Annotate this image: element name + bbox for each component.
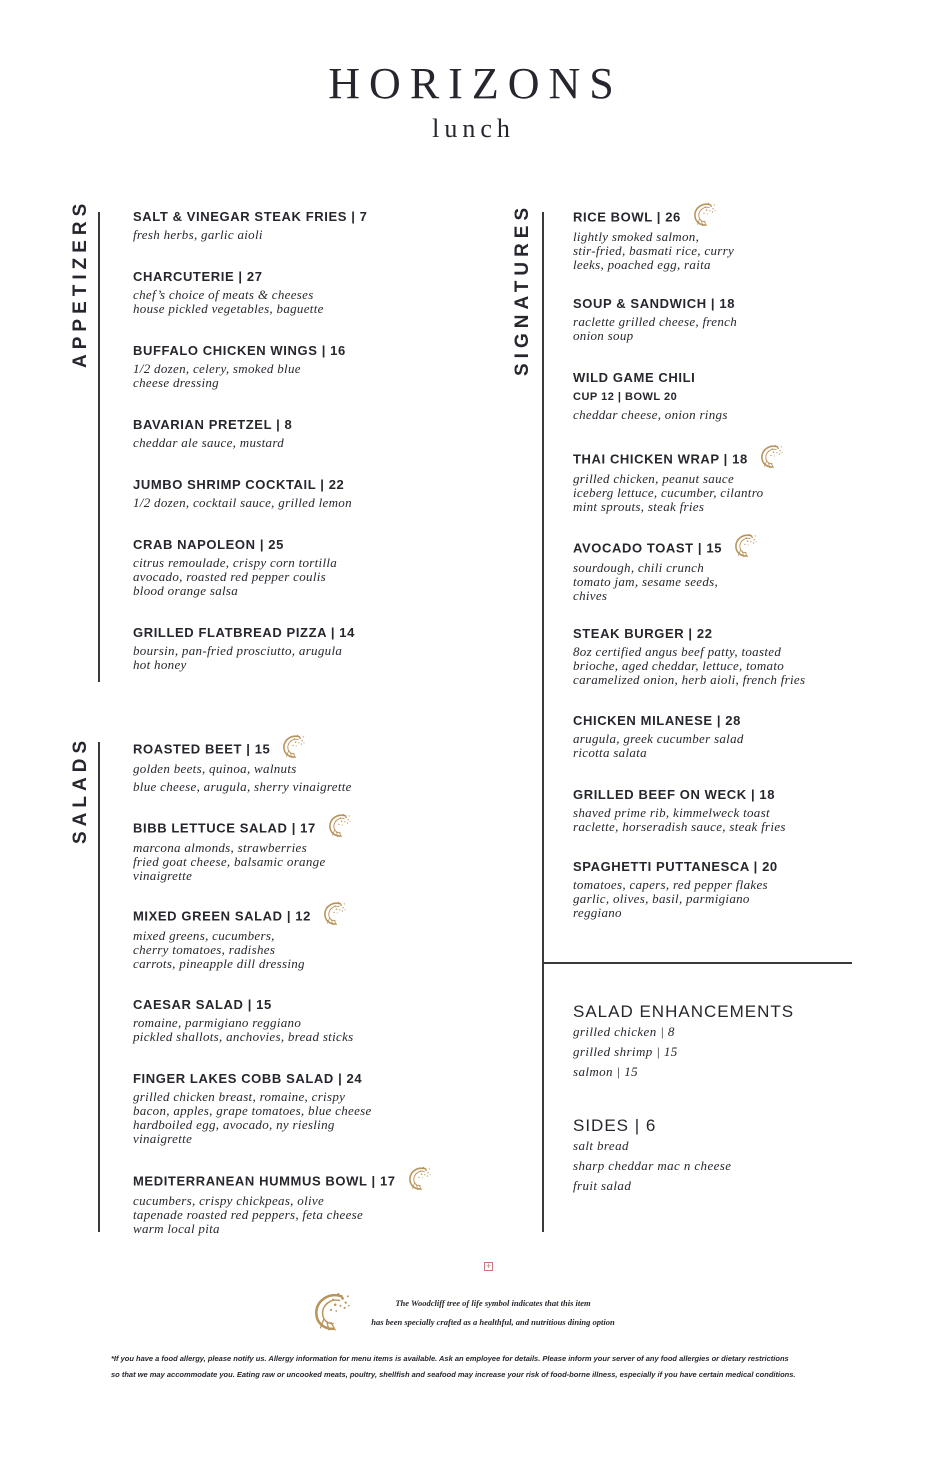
menu-item [133,343,433,390]
disclaimer-line: so that we may accommodate you. Eating raw or uncooked meats, poultry, shellfish and seafood may increase your risk of food-borne illness, especially if you have certain medical conditions. [111,1370,796,1379]
item-description: cheddar cheese, onion rings [573,407,728,422]
tree-of-life-icon [406,1165,432,1191]
item-description: romaine, parmigiano reggiano pickled shallots, anchovies, bread sticks [133,1015,354,1044]
item-name: CRAB NAPOLEON | 25 [133,537,284,552]
item-name: WILD GAME CHILI [573,370,696,385]
item-name: THAI CHICKEN WRAP | 18 [573,451,873,469]
allergy-disclaimer [111,1351,841,1383]
appetizers-divider [98,212,100,682]
menu-item [133,908,433,971]
sides [573,1116,873,1196]
item-description: boursin, pan-fried prosciutto, arugula hot honey [133,643,343,672]
item-name: BAVARIAN PRETZEL | 8 [133,417,293,432]
menu-item [133,209,433,242]
menu-item [133,625,433,672]
item-description: lightly smoked salmon, stir-fried, basmati rice, curry leeks, poached egg, raita [573,229,735,272]
item-name: GRILLED BEEF ON WECK | 18 [573,787,776,802]
item-description: raclette grilled cheese, french onion soup [573,314,738,343]
item-name: MEDITERRANEAN HUMMUS BOWL | 17 [133,1173,433,1191]
sides-title: SIDES | 6 [573,1116,657,1135]
item-name: CHICKEN MILANESE | 28 [573,713,741,728]
item-name: BIBB LETTUCE SALAD | 17 [133,820,433,838]
item-description: grilled chicken breast, romaine, crispy bacon, apples, grape tomatoes, blue cheese hardboiled egg, avocado, ny riesling vinaigrette [133,1089,372,1146]
item-name: FINGER LAKES COBB SALAD | 24 [133,1071,363,1086]
item-description: 1/2 dozen, cocktail sauce, grilled lemon [133,495,352,510]
item-description: golden beets, quinoa, walnuts blue cheese, arugula, sherry vinaigrette [133,761,352,794]
menu-item [133,477,433,510]
item-name: JUMBO SHRIMP COCKTAIL | 22 [133,477,345,492]
item-description: chef’s choice of meats & cheeses house pickled vegetables, baguette [133,287,324,316]
tree-of-life-icon [758,443,784,469]
section-label-salads: SALADS [70,735,91,844]
salad-enhancements [573,1002,873,1082]
extras-divider [542,962,852,964]
list-item: grilled chicken | 8 [573,1024,675,1039]
legend-line: has been specially crafted as a healthful, and nutritious dining option [371,1317,615,1327]
item-portion-prices: CUP 12 | BOWL 20 [573,391,678,403]
salad-enhancements-title: SALAD ENHANCEMENTS [573,1002,795,1021]
tree-of-life-icon [321,900,347,926]
menu-item [133,269,433,316]
menu-item [573,540,873,603]
item-description: cheddar ale sauce, mustard [133,435,285,450]
item-description: mixed greens, cucumbers, cherry tomatoes, radishes carrots, pineapple dill dressing [133,928,305,971]
item-name: CAESAR SALAD | 15 [133,997,272,1012]
menu-item [133,741,433,794]
item-description: citrus remoulade, crispy corn tortilla avocado, roasted red pepper coulis blood orange salsa [133,555,338,598]
item-name: SPAGHETTI PUTTANESCA | 20 [573,859,778,874]
item-name: CHARCUTERIE | 27 [133,269,263,284]
menu-item [573,209,873,272]
signatures-divider [542,212,544,1232]
menu-item [133,417,433,450]
disclaimer-line: *If you have a food allergy, please notify us. Allergy information for menu items is available. Ask an employee for details. Please inform your server of any food allergies or dietary restrictions [111,1354,789,1363]
item-description: cucumbers, crispy chickpeas, olive tapenade roasted red peppers, feta cheese warm local pita [133,1193,364,1236]
item-description: 8oz certified angus beef patty, toasted brioche, aged cheddar, lettuce, tomato caramelized onion, herb aioli, french fries [573,644,806,687]
item-description: shaved prime rib, kimmelweck toast raclette, horseradish sauce, steak fries [573,805,786,834]
item-name: MIXED GREEN SALAD | 12 [133,908,433,926]
menu-item [133,1173,433,1236]
item-description: grilled chicken, peanut sauce iceberg lettuce, cucumber, cilantro mint sprouts, steak fries [573,471,764,514]
list-item: salmon | 15 [573,1064,639,1079]
legend-line: The Woodcliff tree of life symbol indicates that this item [395,1298,591,1308]
menu-item [573,787,873,834]
section-label-signatures: SIGNATURES [512,202,533,376]
item-name: SALT & VINEGAR STEAK FRIES | 7 [133,209,368,224]
item-description: 1/2 dozen, celery, smoked blue cheese dressing [133,361,301,390]
item-name: ROASTED BEET | 15 [133,741,433,759]
list-item: grilled shrimp | 15 [573,1044,678,1059]
menu-item [133,537,433,598]
tree-of-life-icon [326,812,352,838]
item-name: BUFFALO CHICKEN WINGS | 16 [133,343,346,358]
section-label-appetizers: APPETIZERS [70,198,91,368]
menu-subtitle: lunch [432,114,515,143]
list-item: fruit salad [573,1178,632,1193]
menu-item [573,451,873,514]
item-name: GRILLED FLATBREAD PIZZA | 14 [133,625,355,640]
menu-item [133,997,433,1044]
item-description: arugula, greek cucumber salad ricotta salata [573,731,744,760]
item-name: AVOCADO TOAST | 15 [573,540,873,558]
menu-item [573,296,873,343]
item-description: marcona almonds, strawberries fried goat cheese, balsamic orange vinaigrette [133,840,326,883]
plus-marker-icon: + [485,1261,492,1271]
menu-item [573,626,873,687]
menu-item [573,713,873,760]
tree-legend [340,1294,646,1332]
salads-divider [98,742,100,1232]
item-description: tomatoes, capers, red pepper flakes garlic, olives, basil, parmigiano reggiano [573,877,768,920]
item-name: STEAK BURGER | 22 [573,626,713,641]
tree-of-life-icon [691,201,717,227]
list-item: sharp cheddar mac n cheese [573,1158,732,1173]
tree-of-life-icon [280,733,306,759]
tree-of-life-icon [732,532,758,558]
item-name: SOUP & SANDWICH | 18 [573,296,736,311]
menu-title: HORIZONS [328,59,623,108]
list-item: salt bread [573,1138,629,1153]
menu-item [133,820,433,883]
item-description: fresh herbs, garlic aioli [133,227,263,242]
item-description: sourdough, chili crunch tomato jam, sesame seeds, chives [573,560,719,603]
item-name: RICE BOWL | 26 [573,209,873,227]
menu-item [573,370,873,422]
menu-item [133,1071,433,1146]
menu-item [573,859,873,920]
